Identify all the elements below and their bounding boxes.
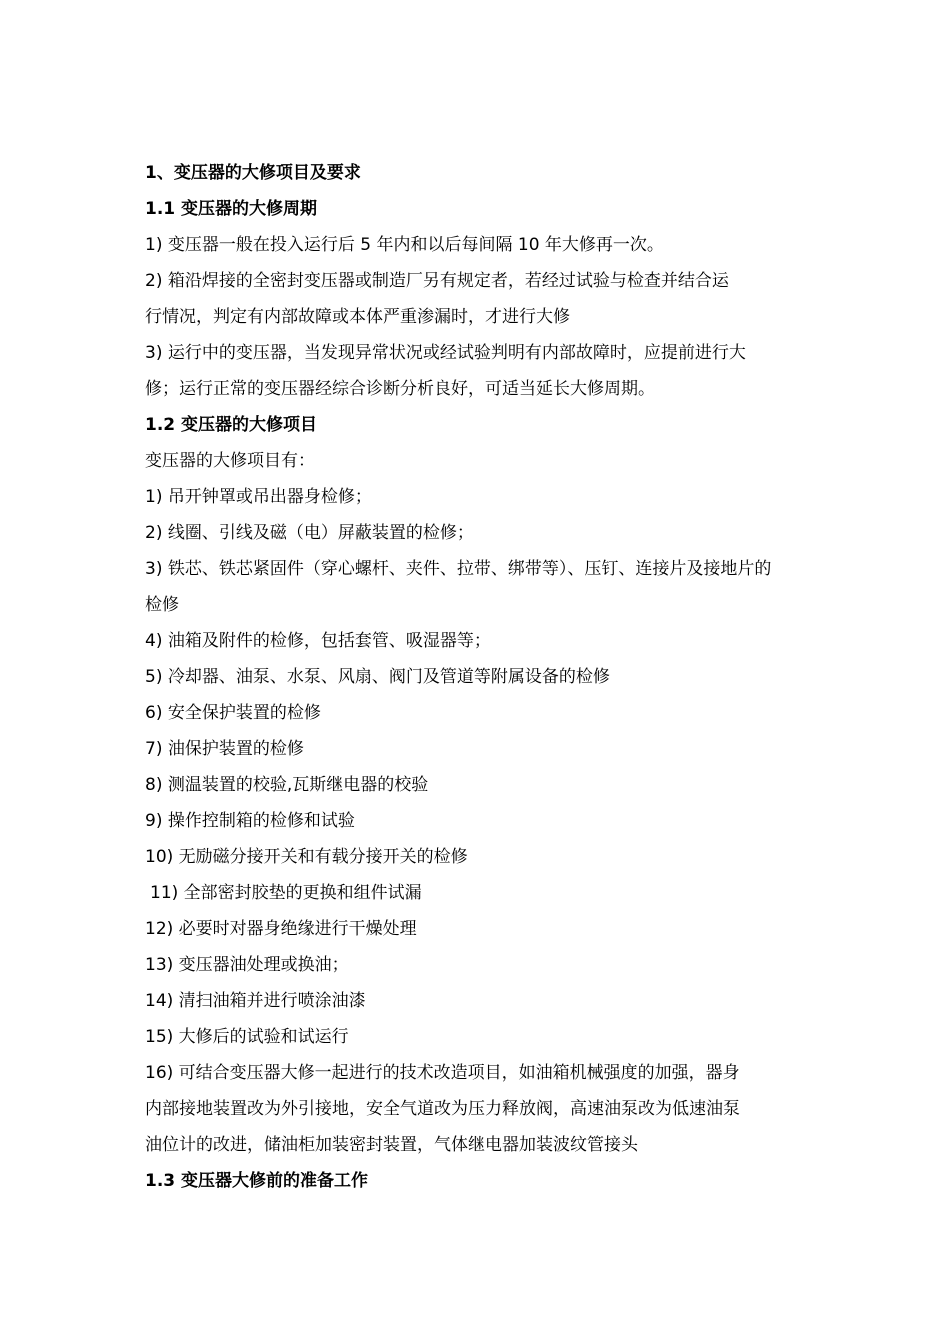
list-item: 油位计的改进，储油柜加装密封装置，气体继电器加装波纹管接头: [145, 1135, 638, 1155]
list-item: 13) 变压器油处理或换油；: [145, 955, 349, 975]
paragraph-intro: 变压器的大修项目有：: [145, 451, 315, 471]
list-item: 16) 可结合变压器大修一起进行的技术改造项目，如油箱机械强度的加强，器身: [145, 1063, 740, 1083]
heading-1: 1、变压器的大修项目及要求: [145, 163, 361, 183]
list-item: 2) 线圈、引线及磁（电）屏蔽装置的检修；: [145, 523, 474, 543]
list-item: 9) 操作控制箱的检修和试验: [145, 811, 355, 831]
list-item: 14) 清扫油箱并进行喷涂油漆: [145, 991, 366, 1011]
paragraph-line: 行情况，判定有内部故障或本体严重渗漏时，才进行大修: [145, 307, 570, 327]
paragraph-line: 3) 运行中的变压器，当发现异常状况或经试验判明有内部故障时，应提前进行大: [145, 343, 746, 363]
paragraph-line: 1) 变压器一般在投入运行后 5 年内和以后每间隔 10 年大修再一次。: [145, 235, 664, 255]
list-item: 1) 吊开钟罩或吊出器身检修；: [145, 487, 372, 507]
list-item: 3) 铁芯、铁芯紧固件（穿心螺杆、夹件、拉带、绑带等）、压钉、连接片及接地片的: [145, 559, 772, 579]
heading-1-3: 1.3 变压器大修前的准备工作: [145, 1171, 369, 1191]
list-item: 12) 必要时对器身绝缘进行干燥处理: [145, 919, 417, 939]
document-body: [145, 155, 815, 1199]
heading-1-1: 1.1 变压器的大修周期: [145, 199, 318, 219]
list-item: 5) 冷却器、油泵、水泵、风扇、阀门及管道等附属设备的检修: [145, 667, 610, 687]
list-item: 11) 全部密封胶垫的更换和组件试漏: [150, 883, 422, 903]
list-item: 7) 油保护装置的检修: [145, 739, 304, 759]
paragraph-line: 修；运行正常的变压器经综合诊断分析良好，可适当延长大修周期。: [145, 379, 655, 399]
list-item: 6) 安全保护装置的检修: [145, 703, 321, 723]
list-item: 10) 无励磁分接开关和有载分接开关的检修: [145, 847, 468, 867]
heading-1-2: 1.2 变压器的大修项目: [145, 415, 318, 435]
list-item: 8) 测温装置的校验,瓦斯继电器的校验: [145, 775, 429, 795]
paragraph-line: 2) 箱沿焊接的全密封变压器或制造厂另有规定者，若经过试验与检查并结合运: [145, 271, 729, 291]
list-item: 检修: [145, 595, 179, 615]
list-item: 4) 油箱及附件的检修，包括套管、吸湿器等；: [145, 631, 491, 651]
list-item: 15) 大修后的试验和试运行: [145, 1027, 349, 1047]
list-item: 内部接地装置改为外引接地，安全气道改为压力释放阀，高速油泵改为低速油泵: [145, 1099, 740, 1119]
